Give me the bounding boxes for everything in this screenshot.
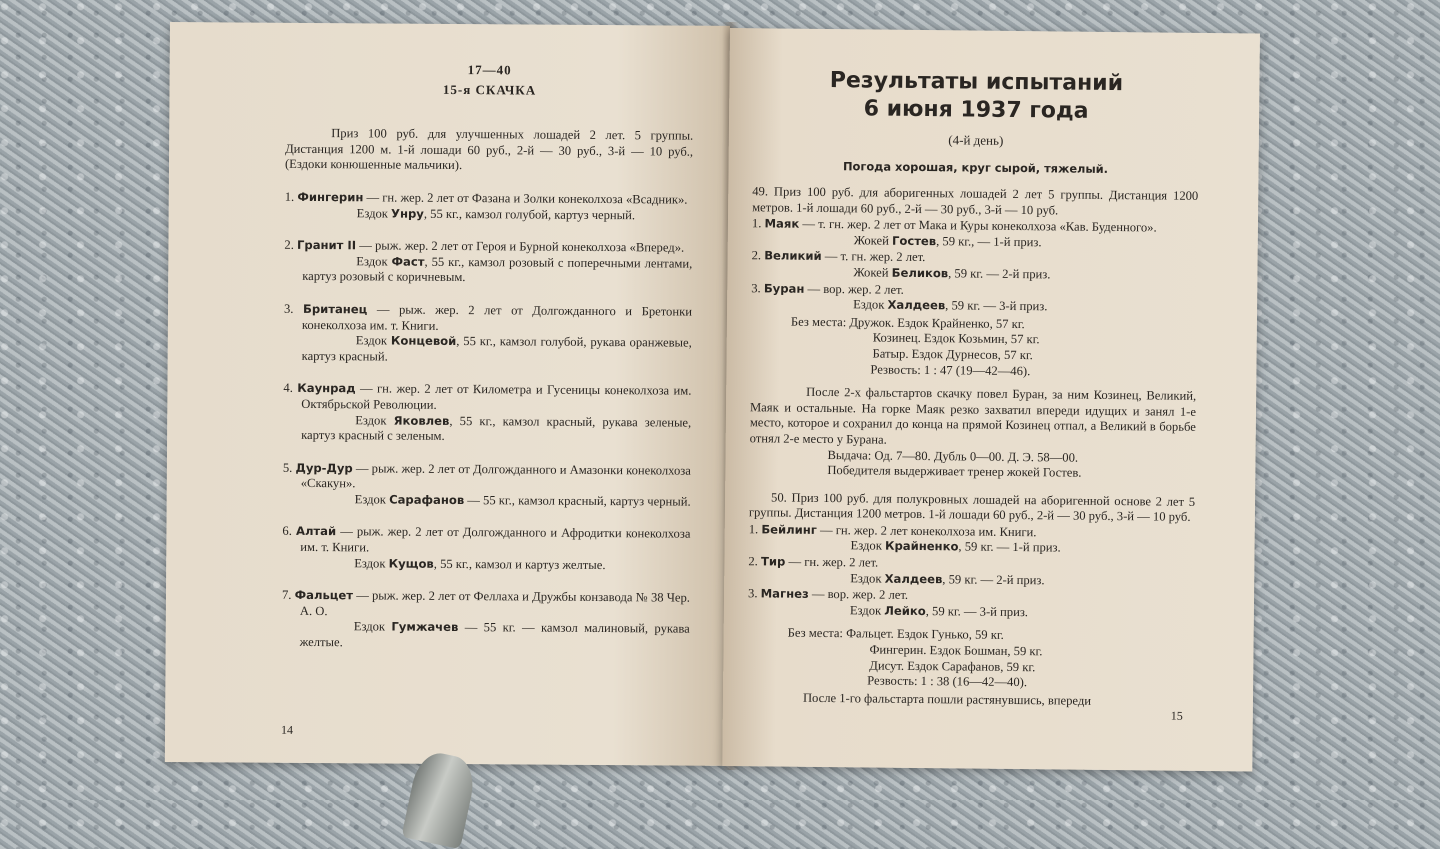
entry-rider: [283, 492, 691, 510]
rider-name: Крайненко: [884, 539, 959, 554]
race-49-narrative: После 2-х фальстартов скачку повел Буран, за ним Козинец, Великий, Маяк и остальные. На горке Маяк резко захватил впереди идущих и занял 1-е место, которое и сохранил до конца на прямой Козинец отпал, а Великий в борьбе отнял 2-е место у Бурана.: [749, 384, 1197, 447]
race-49-trainer: Победителя выдерживает тренер жокей Гостев.: [827, 463, 1082, 480]
horse-name: Буран: [763, 280, 805, 296]
result-rider: [792, 603, 1194, 623]
no-place-line: Козинец. Ездок Козьмин, 57 кг.: [872, 330, 1040, 347]
time-line: Резвость: 1 : 38 (16—42—40).: [867, 673, 1028, 690]
entry-rider: [284, 333, 692, 367]
result-row: [751, 249, 1197, 285]
entry-rider: [282, 555, 690, 573]
horse-name: Маяк: [764, 216, 800, 231]
rider-name: Халдеев: [884, 571, 943, 586]
no-place-line: Дисут. Ездок Сарафанов, 59 кг.: [869, 658, 1036, 674]
horse-name: Бейлинг: [761, 522, 817, 537]
place-number: 2.: [751, 248, 762, 263]
horse-description: — т. гн. жер. 2 лет от Мака и Куры конеколхоза «Кав. Буденного».: [802, 216, 1157, 235]
rider-name: Лейко: [884, 603, 926, 618]
entry: [284, 238, 692, 288]
horse-name: Фингерин: [297, 189, 364, 205]
rider-prefix: Ездок: [355, 333, 388, 348]
entry-number: 6.: [282, 524, 292, 539]
entry-main: [285, 190, 693, 208]
horse-description: — гн. жер. 2 лет от Фазана и Золки конеколхоза «Всадник».: [366, 190, 688, 207]
rider-role: Ездок: [850, 538, 882, 554]
rider-role: Жокей: [853, 265, 889, 280]
rider-name: Кущов: [388, 556, 434, 571]
place-number: 1.: [748, 522, 759, 537]
no-place-line: Без места: Дружок. Ездок Крайненко, 57 кг.: [790, 314, 1025, 331]
results-title-line2: 6 июня 1937 года: [863, 96, 1089, 124]
entry-number: 2.: [284, 237, 294, 253]
rider-role: Ездок: [853, 297, 885, 312]
rider-name: Фаст: [391, 254, 425, 269]
entry-number: 5.: [282, 460, 293, 475]
page-number-left: 14: [281, 722, 294, 737]
horse-description: — рыж. жер. 2 лет от Долгожданного и Афродитки конеколхоза им. т. Книги.: [300, 524, 691, 555]
place-number: 3.: [751, 280, 761, 295]
entry-number: 1.: [284, 189, 295, 204]
open-booklet: [170, 22, 1260, 762]
entry-main: [284, 302, 692, 336]
race-50-results: [748, 522, 1195, 622]
entry-rider: [282, 619, 690, 653]
race-number: 17—40: [467, 62, 512, 78]
no-place-line: Без места: Фальцет. Ездок Гунько, 59 кг.: [787, 626, 1004, 643]
entry-rider: [283, 412, 691, 446]
race-50-narrative: После 1-го фальстарта пошли растянувшись, впереди: [802, 690, 1092, 708]
race-conditions: Приз 100 руб. для улучшенных лошадей 2 лет. 5 группы. Дистанция 1200 м. 1-й лошади 60 руб., 2-й — 30 руб., 3-й — 10 руб., (Ездоки конюшенные мальчики).: [284, 126, 694, 173]
rider-prefix: Ездок: [354, 492, 386, 507]
weather-line: Погода хорошая, круг сырой, тяжелый.: [842, 159, 1109, 176]
result-row: [751, 281, 1197, 317]
rider-role: Ездок: [849, 603, 882, 618]
result-rider: [795, 297, 1197, 317]
entry-main: [282, 588, 690, 622]
entry-number: 3.: [283, 301, 294, 316]
result-row: [752, 216, 1198, 252]
entry: [284, 302, 692, 367]
result-detail: , 59 кг. — 3-й приз.: [945, 298, 1048, 314]
entry-main: [283, 460, 691, 494]
horse-description: — рыж. жер. 2 лет от Долгожданного и Амазонки конеколхоза «Скакун».: [300, 460, 691, 491]
entry-number: 7.: [281, 588, 292, 603]
no-place-line: Фингерин. Ездок Бошман, 59 кг.: [869, 642, 1043, 659]
rider-name: Концевой: [390, 333, 457, 349]
horse-name: Гранит II: [297, 238, 357, 253]
horse-description: — вор. жер. 2 лет.: [811, 587, 909, 603]
result-detail: , 59 кг. — 2-й приз.: [948, 266, 1051, 282]
horse-description: — рыж. жер. 2 лет от Феллаха и Дружбы конзавода № 38 Чер. А. О.: [299, 588, 691, 618]
left-page: [165, 22, 730, 766]
rider-name: Гумжачев: [391, 619, 459, 635]
no-place-line: Батыр. Ездок Дурнесов, 57 кг.: [872, 346, 1033, 363]
horse-description: — т. гн. жер. 2 лет.: [824, 249, 926, 265]
rider-prefix: Ездок: [356, 254, 388, 269]
entry-main: [284, 238, 692, 256]
entry: [282, 524, 690, 574]
entries-list: [282, 190, 693, 653]
rider-name: Халдеев: [887, 297, 946, 313]
results-title-line1: Результаты испытаний: [829, 68, 1124, 97]
rider-description: , 55 кг., камзол и картуз желтые.: [433, 556, 606, 572]
horse-description: — рыж. жер. 2 лет от Долгожданного и Бретонки конеколхоза им. т. Книги.: [301, 302, 693, 333]
horse-name: Тир: [760, 554, 786, 569]
day-label: (4-й день): [948, 132, 1004, 148]
entry-rider: [285, 205, 693, 223]
entry-number: 4.: [283, 381, 293, 396]
rider-description: — 55 кг. — камзол малиновый, рукава желтые.: [299, 620, 690, 650]
result-detail: , 59 кг. — 3-й приз.: [925, 603, 1029, 619]
rider-name: Сарафанов: [389, 492, 465, 507]
horse-description: — рыж. жер. 2 лет от Героя и Бурной конеколхоза «Вперед».: [359, 238, 685, 255]
page-number-right: 15: [1170, 708, 1183, 723]
result-detail: , 59 кг., — 1-й приз.: [936, 233, 1042, 250]
rider-description: , 55 кг., камзол голубой, картуз черный.: [423, 206, 636, 222]
entry-main: [282, 524, 690, 558]
result-row: [749, 522, 1195, 558]
horse-name: Каунрад: [297, 381, 356, 396]
entry: [282, 588, 690, 653]
horse-name: Фальцет: [294, 588, 354, 603]
right-page: [722, 28, 1260, 772]
horse-name: Дур-Дур: [295, 460, 353, 475]
horse-description: — гн. жер. 2 лет.: [788, 554, 879, 570]
entry-main: [283, 381, 691, 415]
entry-rider: [284, 254, 692, 288]
result-row: [748, 586, 1194, 622]
rider-name: Унру: [391, 206, 424, 221]
result-detail: , 59 кг. — 1-й приз.: [958, 539, 1061, 555]
rider-description: — 55 кг., камзол красный, картуз черный.: [464, 492, 691, 509]
rider-name: Гостев: [891, 233, 937, 248]
rider-description: , 55 кг., камзол розовый с поперечными лентами, картуз розовый с коричневым.: [302, 254, 693, 285]
rider-role: Ездок: [850, 570, 882, 586]
result-detail: , 59 кг. — 2-й приз.: [942, 571, 1045, 587]
race-49-results: [751, 216, 1198, 316]
rider-prefix: Ездок: [356, 205, 388, 221]
place-number: 1.: [751, 216, 762, 231]
race-49-conditions: 49. Приз 100 руб. для аборигенных лошадей 2 лет 5 группы. Дистанция 1200 метров. 1-й лошади 60 руб., 2-й — 30 руб., 3-й — 10 руб.: [752, 184, 1199, 218]
rider-role: Жокей: [853, 233, 889, 248]
rider-prefix: Ездок: [354, 555, 386, 571]
entry: [283, 460, 691, 510]
place-number: 3.: [748, 586, 758, 601]
horse-description: — гн. жер. 2 лет от Километра и Гусеницы конеколхоза им. Октябрьской Революции.: [301, 381, 692, 412]
rider-description: , 55 кг., камзол голубой, рукава оранжевые, картуз красный.: [301, 334, 692, 364]
rider-prefix: Ездок: [353, 619, 386, 634]
result-row: [748, 554, 1194, 590]
rider-name: Яковлев: [393, 413, 450, 428]
race-50-no-place: [747, 626, 1194, 693]
entry: [283, 381, 691, 446]
rider-description: , 55 кг., камзол красный, рукава зеленые, картуз красный с зеленым.: [301, 413, 692, 444]
horse-name: Магнез: [760, 586, 809, 602]
horse-description: — гн. жер. 2 лет конеколхоза им. Книги.: [819, 522, 1037, 540]
race-49-payout: Выдача: Од. 7—80. Дубль 0—00. Д. Э. 58—00.: [827, 447, 1079, 465]
entry: [285, 190, 693, 224]
horse-description: — вор. жер. 2 лет.: [807, 281, 904, 297]
race-49-no-place: [750, 314, 1197, 381]
horse-name: Великий: [764, 248, 822, 264]
time-line: Резвость: 1 : 47 (19—42—46).: [870, 362, 1031, 378]
race-50-conditions: 50. Приз 100 руб. для полукровных лошадей на аборигенной основе 2 лет 5 группы. Дистанция 1200 метров. 1-й лошади 60 руб., 2-й — 30 руб., 3-й — 10 руб.: [748, 490, 1196, 525]
knife-blade-object: [401, 749, 478, 849]
rider-name: Беликов: [891, 265, 949, 281]
horse-name: Алтай: [295, 524, 337, 539]
rider-prefix: Ездок: [355, 412, 387, 428]
race-title: 15-я СКАЧКА: [442, 81, 537, 98]
horse-name: Британец: [302, 301, 368, 317]
place-number: 2.: [748, 554, 758, 569]
